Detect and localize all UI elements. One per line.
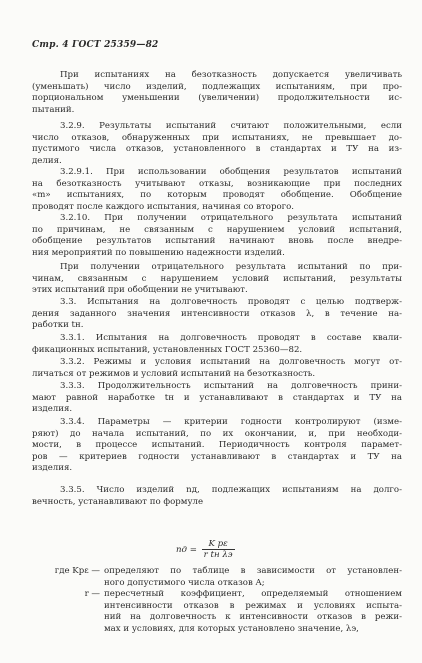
paragraph-line: изделия. xyxy=(32,404,73,414)
paragraph-line: личаться от режимов и условий испытаний на безотказность. xyxy=(32,368,316,379)
paragraph-line: 3.3.4. Параметры — критерии годности контролируют (изме- xyxy=(60,417,402,427)
paragraph-line: на безотказность учитывают отказы, возникающие при последних xyxy=(32,178,402,189)
paragraph-line: работки tн. xyxy=(32,320,84,330)
paragraph-line: мости, в процессе испытаний. Периодичность контроля парамет- xyxy=(32,440,402,450)
paragraph-line: вечность, устанавливают по формуле xyxy=(32,496,204,507)
formula xyxy=(176,539,235,560)
paragraph-line: проводят после каждого испытания, начиная со второго. xyxy=(32,201,295,212)
paragraph-line: порциональном уменьшении (увеличении) продолжительности ис- xyxy=(32,93,402,103)
paragraph-line: 3.3.2. Режимы и условия испытаний на долговечность могут от- xyxy=(60,357,402,367)
paragraph-line: ров — критериев годности устанавливают в стандартах и ТУ на xyxy=(32,451,402,462)
paragraph-line: 3.3. Испытания на долговечность проводят с целью подтверж- xyxy=(60,297,402,307)
page-header: Стр. 4 ГОСТ 25359—82 xyxy=(32,40,159,50)
definition-text: пересчетный коэффициент, определяемый отношением xyxy=(104,589,402,599)
paragraph-line: ния мероприятий по повышению надежности изделий. xyxy=(32,247,285,258)
formula-lhs: nд = xyxy=(176,545,197,555)
paragraph-line: изделия. xyxy=(32,463,73,473)
formula-denominator: r tн λэ xyxy=(203,550,233,560)
paragraph-line: чинам, связанным с нарушением условий испытаний, результаты xyxy=(32,273,402,284)
paragraph-line: 3.3.5. Число изделий nд, подлежащих испытаниям на долго- xyxy=(60,485,402,495)
paragraph-line: этих испытаний при обобщении не учитывают. xyxy=(32,285,248,295)
paragraph-line: пытаний. xyxy=(32,104,75,115)
paragraph-line: 3.2.9. Результаты испытаний считают положительными, если xyxy=(60,121,402,131)
paragraph-line: делия. xyxy=(32,155,62,166)
paragraph-line: 3.2.9.1. При использовании обобщения результатов испытаний xyxy=(60,167,402,177)
paragraph-line: дения заданного значения интенсивности отказов λ, в течение на- xyxy=(32,308,402,319)
definition-text: ного допустимого числа отказов A; xyxy=(104,577,265,588)
paragraph-line: «m» испытаниях, по которым проводят обобщение. Обобщение xyxy=(32,190,402,200)
definition-term: r — xyxy=(84,589,100,599)
paragraph-line: ряют) до начала испытаний, по их окончании, и, при необходи- xyxy=(32,428,402,439)
definition-text: интенсивности отказов в режимах и условиях испыта- xyxy=(104,600,402,611)
paragraph-line: фикационных испытаний, установленных ГОСТ 25360—82. xyxy=(32,344,303,355)
definition-text: определяют по таблице в зависимости от установлен- xyxy=(104,566,402,576)
paragraph-line: (уменьшать) число изделий, подлежащих испытаниям, при про- xyxy=(32,81,402,92)
paragraph-line: 3.3.1. Испытания на долговечность проводят в составе квали- xyxy=(60,333,402,343)
paragraph-line: При получении отрицательного результата испытаний по при- xyxy=(60,262,402,272)
definition-text: ний на долговечность к интенсивности отказов в режи- xyxy=(104,612,402,622)
paragraph-line: мают равной наработке tн и устанавливают в стандартах и ТУ на xyxy=(32,392,402,403)
definition-term: где Kрε — xyxy=(54,566,100,576)
paragraph-line: обобщение результатов испытаний начинают вновь после внедре- xyxy=(32,236,402,246)
paragraph-line: 3.3.3. Продолжительность испытаний на долговечность прини- xyxy=(60,381,402,391)
definition-text: мах и условиях, для которых установлено значение, λэ, xyxy=(104,623,359,634)
paragraph-line: 3.2.10. При получении отрицательного результата испытаний xyxy=(60,213,402,223)
formula-fraction xyxy=(202,539,235,560)
formula-numerator: K рε xyxy=(202,539,235,550)
paragraph-line: пустимого числа отказов, установленного в стандартах и ТУ на из- xyxy=(32,144,402,154)
paragraph-line: При испытаниях на безотказность допускается увеличивать xyxy=(60,70,402,80)
paragraph-line: по причинам, не связанным с нарушением условий испытаний, xyxy=(32,224,402,235)
paragraph-line: число отказов, обнаруженных при испытаниях, не превышает до- xyxy=(32,132,402,143)
